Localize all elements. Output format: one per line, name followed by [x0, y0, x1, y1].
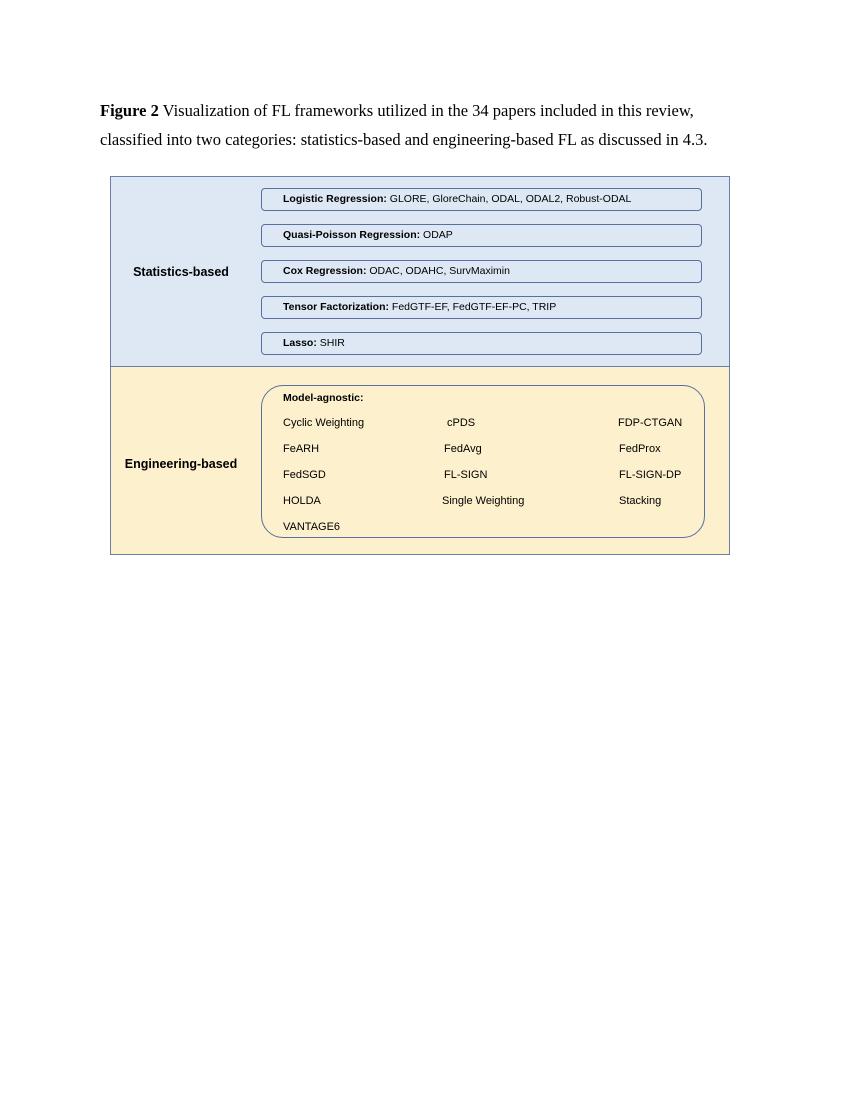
caption-line-1: [100, 96, 760, 125]
model-agnostic-title: Model-agnostic:: [283, 392, 364, 404]
figure-caption: [100, 96, 760, 154]
framework-item: HOLDA: [283, 495, 321, 507]
method-name: Tensor Factorization:: [283, 301, 389, 313]
framework-item: Stacking: [619, 495, 662, 507]
method-items: ODAC, ODAHC, SurvMaximin: [366, 265, 510, 277]
framework-item: cPDS: [447, 417, 476, 429]
model-agnostic-box: [261, 385, 705, 538]
caption-line-2: classified into two categories: statistics-based and engineering-based FL as discussed in 4.3.: [100, 130, 708, 149]
method-name: Cox Regression:: [283, 265, 367, 277]
framework-item: Single Weighting: [442, 495, 525, 507]
statistics-label: Statistics-based: [133, 265, 229, 279]
figure-label: Figure 2: [100, 101, 159, 120]
fl-frameworks-figure: [110, 176, 730, 555]
method-items: ODAP: [420, 229, 453, 241]
framework-item: FL-SIGN-DP: [619, 469, 682, 481]
caption-text-1: Visualization of FL frameworks utilized in the 34 papers included in this review,: [158, 101, 694, 120]
method-name: Logistic Regression:: [283, 193, 387, 205]
method-items: GLORE, GloreChain, ODAL, ODAL2, Robust-ODAL: [386, 193, 632, 205]
framework-item: FedAvg: [444, 443, 482, 455]
framework-item: FL-SIGN: [444, 469, 488, 481]
framework-item: FedSGD: [283, 469, 326, 481]
framework-item: FeARH: [283, 443, 320, 455]
framework-item: Cyclic Weighting: [283, 417, 365, 429]
framework-item: FDP-CTGAN: [618, 417, 683, 429]
method-items: FedGTF-EF, FedGTF-EF-PC, TRIP: [388, 301, 557, 313]
method-lasso: [261, 332, 702, 355]
method-tensor-factorization: [261, 296, 702, 319]
method-name: Quasi-Poisson Regression:: [283, 229, 421, 241]
method-cox-regression: [261, 260, 702, 283]
method-quasi-poisson-regression: [261, 224, 702, 247]
engineering-label: Engineering-based: [124, 457, 238, 471]
framework-item: VANTAGE6: [283, 521, 341, 533]
method-name: Lasso:: [283, 337, 317, 349]
engineering-section: [111, 367, 729, 554]
method-logistic-regression: [261, 188, 702, 211]
method-items: SHIR: [316, 337, 345, 349]
statistics-section: [111, 177, 729, 367]
framework-item: FedProx: [619, 443, 661, 455]
